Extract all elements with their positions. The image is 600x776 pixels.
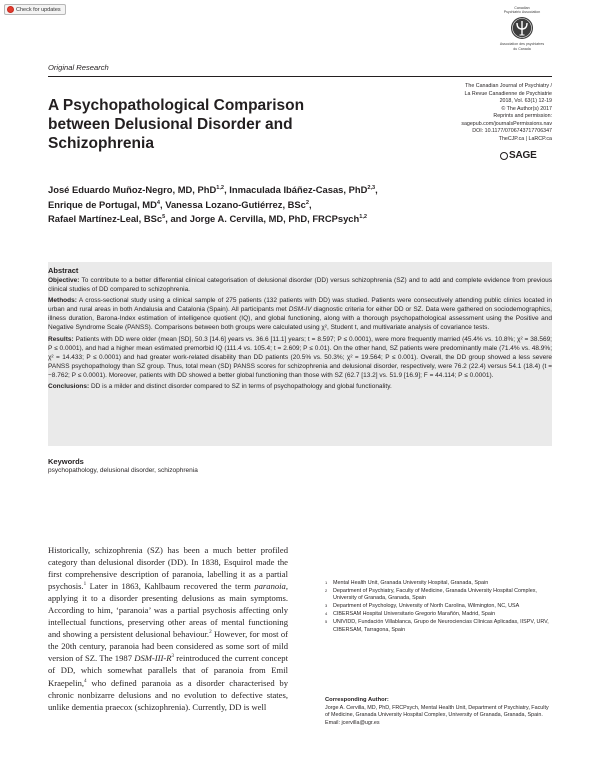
citation-ref[interactable]: 2 bbox=[209, 629, 212, 636]
affiliation-text: Department of Psychology, University of North Carolina, Wilmington, NC, USA bbox=[333, 603, 520, 610]
abstract-heading: Abstract bbox=[48, 266, 79, 275]
corresponding-author-heading: Corresponding Author: bbox=[325, 697, 389, 703]
body-text: , applying it to a disorder presenting delusions as main symptoms. According to him, ‘paranoia’ was a partial psychosis affecting only intellectual functions, preserving other areas of mental functioning and showing a persistent delusional behaviour. bbox=[48, 581, 288, 640]
author-name: , and Jorge A. Cervilla, MD, PhD, FRCPsych bbox=[165, 213, 360, 224]
keywords-text: psychopathology, delusional disorder, schizophrenia bbox=[48, 467, 198, 474]
results-label: Results: bbox=[48, 335, 74, 343]
journal-meta-link[interactable]: TheCJP.ca | LaRCP.ca bbox=[498, 135, 552, 142]
publisher-logo bbox=[500, 150, 537, 161]
body-term: paranoia bbox=[254, 581, 286, 592]
affiliation-text: CIBERSAM Hospital Universitario Gregorio Marañón, Madrid, Spain bbox=[333, 611, 496, 618]
affiliation-item bbox=[325, 603, 553, 610]
abstract-body bbox=[48, 276, 552, 393]
affiliation-number: 2 bbox=[325, 588, 328, 593]
body-term: DSM-III-R bbox=[134, 653, 172, 664]
corresponding-author-address: Jorge A. Cervilla, MD, PhD, FRCPsych, Mental Health Unit, Department of Psychiatry, Faculty of Medicine, Granada University Hospital Complex, University of Granada, Granada, Spain. bbox=[325, 705, 549, 719]
affiliation-ref: 2 bbox=[305, 199, 310, 206]
author-list bbox=[48, 183, 518, 227]
logo-bottom-line2: du Canada bbox=[513, 46, 531, 51]
article-type-label: Original Research bbox=[48, 63, 109, 72]
conclusions-label: Conclusions: bbox=[48, 383, 90, 391]
author-separator: , bbox=[309, 198, 312, 210]
author-name: Enrique de Portugal, MD bbox=[48, 198, 157, 210]
affiliation-item bbox=[325, 619, 553, 634]
affiliation-number: 1 bbox=[325, 580, 328, 585]
author-separator: , bbox=[375, 184, 378, 195]
affiliation-number: 3 bbox=[325, 603, 328, 609]
check-for-updates-badge[interactable] bbox=[4, 4, 66, 15]
objective-label: Objective: bbox=[48, 277, 80, 284]
author-name: Rafael Martínez-Leal, BSc bbox=[48, 213, 163, 224]
affiliation-text: Mental Health Unit, Granada University Hospital, Granada, Spain bbox=[333, 580, 489, 586]
abstract-results bbox=[48, 335, 552, 380]
results-text: Patients with DD were older (mean [SD], 50.3 [14.6] years vs. 36.6 [11.1] years; t = 8.597; P ≤ 0.0001), were more frequently married (45.4% vs. 10.8%; χ² = 38.569; P ≤ 0.0001), and had a higher mean estimated premorbid IQ (111.4 vs. 105.4; t = 2.609; P ≤ 0.01). On the other hand, SZ patients were predominantly male (71.4% vs. 48.9%; χ² = 14.433; P ≤ 0.0001) and had greater work-related disability than DD patients (20.5% vs. 50.3%; χ² = 19.564; P ≤ 0.001). Overall, the DD group showed a less severe PANSS psychopathology than SZ group. Thus, total mean (SD) PANSS scores for schizophrenia and delusional disorder, respectively, were 76.2 (22.4) versus 54.1 (18.4) (t = −8.762; P ≤ 0.0001). Moreover, patients with DD showed a better global functioning than those with SZ (62.7 [13.2] vs. 51.9 [16.9]; F = 44.114; P ≤ 0.0001). bbox=[48, 335, 552, 379]
header-divider bbox=[48, 76, 552, 77]
keywords-heading: Keywords bbox=[48, 457, 84, 466]
affiliation-text: UNIVIDD, Fundación Villablanca, Grupo de Neurociencias Clínicas Aplicadas, IISPV, URV, CIBERSAM, Tarragona, Spain bbox=[333, 619, 549, 633]
journal-meta-line: © The Author(s) 2017 bbox=[501, 105, 552, 112]
psi-emblem-icon bbox=[510, 16, 534, 40]
publisher-name: SAGE bbox=[509, 150, 537, 161]
abstract-objective bbox=[48, 276, 552, 294]
journal-meta-line: Reprints and permission: bbox=[493, 113, 552, 119]
methods-dsm: DSM-IV bbox=[288, 306, 312, 314]
citation-ref[interactable]: 1 bbox=[83, 581, 87, 588]
methods-label: Methods: bbox=[48, 297, 77, 305]
citation-ref[interactable]: 3 bbox=[171, 653, 175, 660]
conclusions-text: DD is a milder and distinct disorder compared to SZ in terms of psychopathology and global functionality. bbox=[89, 383, 392, 391]
logo-top-line2: Psychiatric Association bbox=[503, 10, 541, 15]
author-line bbox=[48, 212, 518, 227]
body-text: Later in 1863, Kahlbaum recovered the term bbox=[86, 581, 255, 592]
logo-top-line1: Canadian bbox=[514, 6, 530, 10]
association-logo bbox=[497, 6, 547, 51]
author-name: , Inmaculada Ibáñez-Casas, PhD bbox=[224, 184, 368, 195]
affiliation-number: 4 bbox=[325, 611, 328, 617]
corresponding-author-details bbox=[325, 705, 553, 727]
affiliations bbox=[325, 580, 553, 635]
journal-meta-link[interactable]: sagepub.com/journalsPermissions.nav bbox=[461, 120, 552, 127]
author-name: José Eduardo Muñoz-Negro, MD, PhD bbox=[48, 184, 217, 195]
author-name: , Vanessa Lozano-Gutiérrez, BSc bbox=[160, 198, 306, 210]
journal-meta-line: La Revue Canadienne de Psychiatrie bbox=[464, 90, 552, 97]
body-text: reintroduced the current concept of DD, which somewhat parallels that of paranoia from Emil Kraepelin, bbox=[48, 653, 288, 688]
check-updates-icon bbox=[7, 6, 14, 13]
author-line bbox=[48, 198, 518, 213]
introduction-paragraph bbox=[48, 544, 288, 713]
citation-ref[interactable]: 4 bbox=[84, 677, 87, 684]
journal-meta-line: 2018, Vol. 63(1) 12-19 bbox=[499, 98, 552, 104]
affiliation-ref: 1,2 bbox=[359, 213, 368, 220]
check-for-updates-label: Check for updates bbox=[16, 6, 61, 13]
affiliation-ref: 5 bbox=[162, 213, 166, 220]
body-text: who defined paranoia as a disorder characterised by chronic nonbizarre delusions and no evolution to defective states, unlike dementia praecox (schizophrenia). Currently, DD is well bbox=[48, 677, 288, 712]
affiliation-item bbox=[325, 588, 553, 603]
affiliation-item bbox=[325, 580, 553, 587]
journal-meta-line: The Canadian Journal of Psychiatry / bbox=[465, 83, 552, 89]
logo-bottom-line1: Association des psychiatres bbox=[499, 42, 545, 47]
methods-text: diagnostic criteria for either DD or SZ. Data were gathered on sociodemographics, illness duration, Barona-Index estimation of intelligence quotient (IQ), and global functioning, along with a thorough psychopathological assessment using the Positive and Negative Syndrome Scale (PANSS). Comparisons between both groups were calculated using χ², Student t, and multivariate analysis of covariance tests. bbox=[48, 306, 552, 332]
affiliation-text: Department of Psychiatry, Faculty of Medicine, Granada University Hospital Complex, University of Granada, Granada, Spain bbox=[333, 588, 537, 602]
affiliation-ref: 2,3 bbox=[367, 184, 376, 191]
sage-mark-icon bbox=[500, 152, 508, 160]
journal-meta-doi[interactable]: DOI: 10.1177/0706743717706347 bbox=[472, 128, 552, 134]
abstract-methods bbox=[48, 296, 552, 332]
journal-meta bbox=[402, 83, 552, 143]
abstract-conclusions bbox=[48, 382, 552, 391]
affiliation-item bbox=[325, 611, 553, 618]
affiliation-ref: 4 bbox=[156, 199, 161, 206]
article-title: A Psychopathological Comparison between Delusional Disorder and Schizophrenia bbox=[48, 97, 305, 152]
author-line bbox=[48, 183, 518, 198]
methods-text: A cross-sectional study using a clinical sample of 275 patients (132 patients with DD) was studied. Patients were consecutively attending public clinics located in urban and rural areas in both Andalusia and Catalonia (Spain). All participants met bbox=[48, 297, 552, 314]
body-text: Historically, schizophrenia (SZ) has been a much better profiled category than delusional disorder (DD). In 1838, Esquirol made the first comprehensive description of paranoia, labelling it as a partial psychosis. bbox=[48, 545, 288, 592]
corresponding-author-email[interactable]: Email: jcervilla@ugr.es bbox=[325, 719, 380, 726]
affiliation-number: 5 bbox=[325, 619, 328, 625]
affiliation-ref: 1,2 bbox=[216, 184, 225, 191]
body-text: However, for most of the 20th century, paranoia had been considered as some sort of mild version of SZ. The 1987 bbox=[48, 629, 288, 664]
objective-text: To contribute to a better differential clinical categorisation of delusional disorder (DD) versus schizophrenia (SZ) and to add and complete evidence from previous clinical studies of DD compared to schizophrenia. bbox=[48, 277, 552, 294]
